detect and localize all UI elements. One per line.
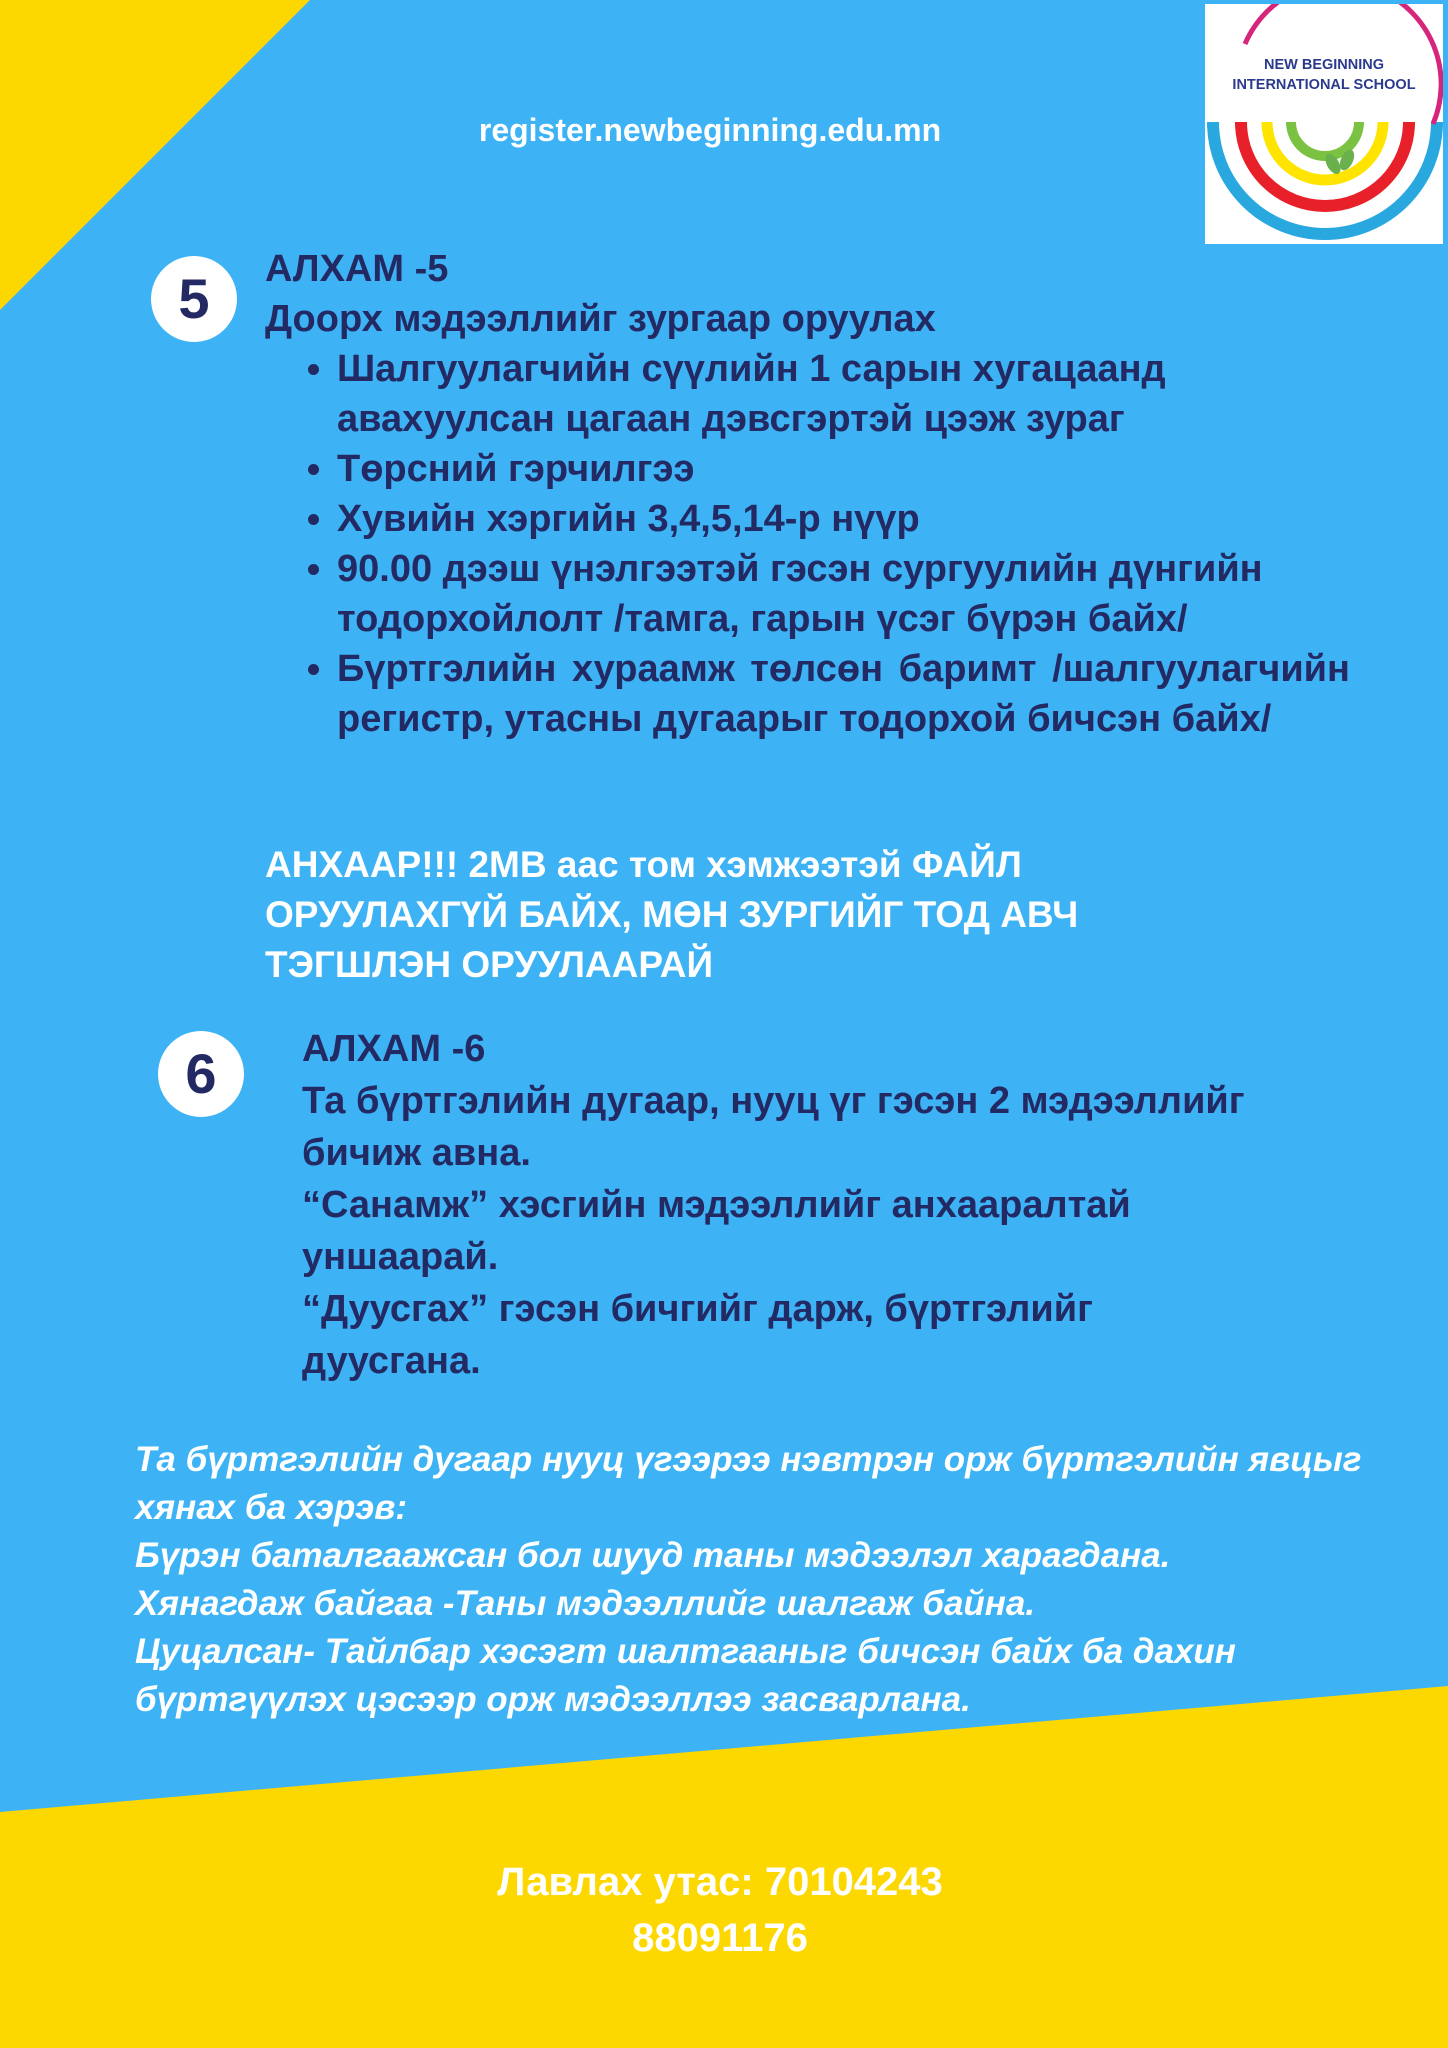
step-6-number-badge: 6 (158, 1031, 244, 1117)
note-line: Цуцалсан- Тайлбар хэсэгт шалтгааныг бичсэн байх ба дахин бүртгүүлэх цэсээр орж мэдээллээ засварлана. (135, 1632, 1236, 1719)
list-item: • 90.00 дээш үнэлгээтэй гэсэн сургуулийн дүнгийн тодорхойлолт /тамга, гарын үсэг бүрэн байх/ (337, 544, 1350, 644)
step-5-section (265, 244, 1350, 744)
note-line: Та бүртгэлийн дугаар нууц үгээрээ нэвтрэн орж бүртгэлийн явцыг хянах ба хэрэв: (135, 1440, 1362, 1527)
contact-phone-2[interactable]: 88091176 (632, 1916, 808, 1960)
step-6-title: АЛХАМ -6 (302, 1028, 486, 1070)
step-5-title: АЛХАМ -5 (265, 248, 449, 290)
step-6-paragraph: “Санамж” хэсгийн мэдээллийг анхааралтай уншаарай. (302, 1184, 1131, 1278)
contact-phone-label[interactable]: Лавлах утас: 70104243 (497, 1860, 943, 1904)
step-6-paragraph: Та бүртгэлийн дугаар, нууц үг гэсэн 2 мэдээллийг бичиж авна. (302, 1080, 1245, 1174)
registration-status-note (135, 1436, 1395, 1724)
step-5-subtitle: Доорх мэдээллийг зургаар оруулах (265, 298, 936, 340)
list-item: • Шалгуулагчийн сүүлийн 1 сарын хугацаанд авахуулсан цагаан дэвсгэртэй цээж зураг (337, 344, 1350, 444)
upload-warning (265, 840, 1265, 990)
logo-text-line2: INTERNATIONAL SCHOOL (1232, 77, 1416, 93)
step-5-number-badge: 5 (151, 256, 237, 342)
registration-url[interactable]: register.newbeginning.edu.mn (478, 112, 942, 148)
school-logo (1205, 4, 1443, 244)
step-5-requirements-list (265, 344, 1350, 744)
list-item: • Төрсний гэрчилгээ (337, 444, 1350, 494)
contact-info (0, 1854, 1440, 1966)
warning-text: АНХААР!!! 2MB аас том хэмжээтэй ФАЙЛ ОРУУЛАХГҮЙ БАЙХ, МӨН ЗУРГИЙГ ТОД АВЧ ТЭГШЛЭН ОРУУЛААРАЙ (265, 844, 1079, 985)
list-item: • Хувийн хэргийн 3,4,5,14-р нүүр (337, 494, 1350, 544)
step-6-section (302, 1023, 1262, 1387)
list-item: • Бүртгэлийн хураамж төлсөн баримт /шалгуулагчийн регистр, утасны дугаарыг тодорхой бичсэн байх/ (337, 644, 1350, 744)
logo-text-line1: NEW BEGINNING (1263, 57, 1385, 73)
rainbow-arcs-leaf-icon (1205, 4, 1443, 244)
step-6-paragraph: “Дуусгах” гэсэн бичгийг дарж, бүртгэлийг дуусгана. (302, 1288, 1093, 1382)
note-line: Хянагдаж байгаа -Таны мэдээллийг шалгаж байна. (135, 1584, 1036, 1623)
note-line: Бүрэн баталгаажсан бол шууд таны мэдээлэл харагдана. (135, 1536, 1171, 1575)
